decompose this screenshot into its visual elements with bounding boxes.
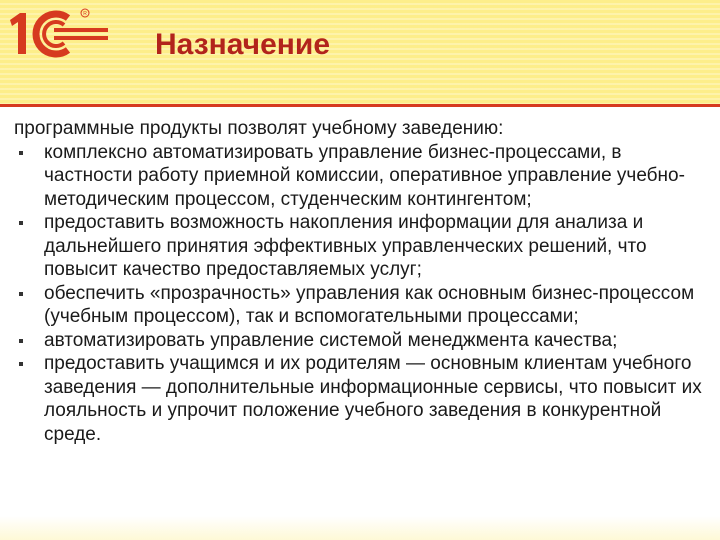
list-item: [14, 352, 704, 446]
bullet-icon: [19, 292, 23, 296]
page-title: Назначение: [155, 28, 331, 61]
header-divider: [0, 104, 720, 107]
bullet-icon: [19, 362, 23, 366]
list-item: [14, 282, 704, 329]
list-item: [14, 141, 704, 212]
bullet-icon: [19, 339, 23, 343]
header-band: [0, 0, 720, 104]
list-item-text: предоставить учащимся и их родителям — основным клиентам учебного заведения — дополнительные информационные сервисы, что повысит их лояльность и упрочит положение учебного заведения в конкурентной среде.: [44, 353, 702, 445]
main-content: [14, 117, 704, 446]
bullet-icon: [19, 221, 23, 225]
list-item-text: комплексно автоматизировать управление бизнес-процессами, в частности работу приемной комиссии, оперативное управление учебно-методическим процессом, студенческим контингентом;: [44, 141, 685, 210]
bullet-icon: [19, 151, 23, 155]
list-item: [14, 329, 704, 353]
list-item-text: предоставить возможность накопления информации для анализа и дальнейшего принятия эффективных управленческих решений, что повысит качество предоставляемых услуг;: [44, 212, 647, 280]
bullet-list: [14, 141, 704, 447]
1c-logo: [6, 6, 110, 60]
list-item-text: обеспечить «прозрачность» управления как основным бизнес-процессом (учебным процессом), так и вспомогательными процессами;: [44, 282, 695, 327]
footer-band: [0, 516, 720, 540]
list-item: [14, 211, 704, 282]
intro-text: программные продукты позволят учебному заведению:: [14, 118, 504, 139]
svg-text:R: R: [83, 11, 87, 17]
list-item-text: автоматизировать управление системой менеджмента качества;: [44, 329, 618, 351]
